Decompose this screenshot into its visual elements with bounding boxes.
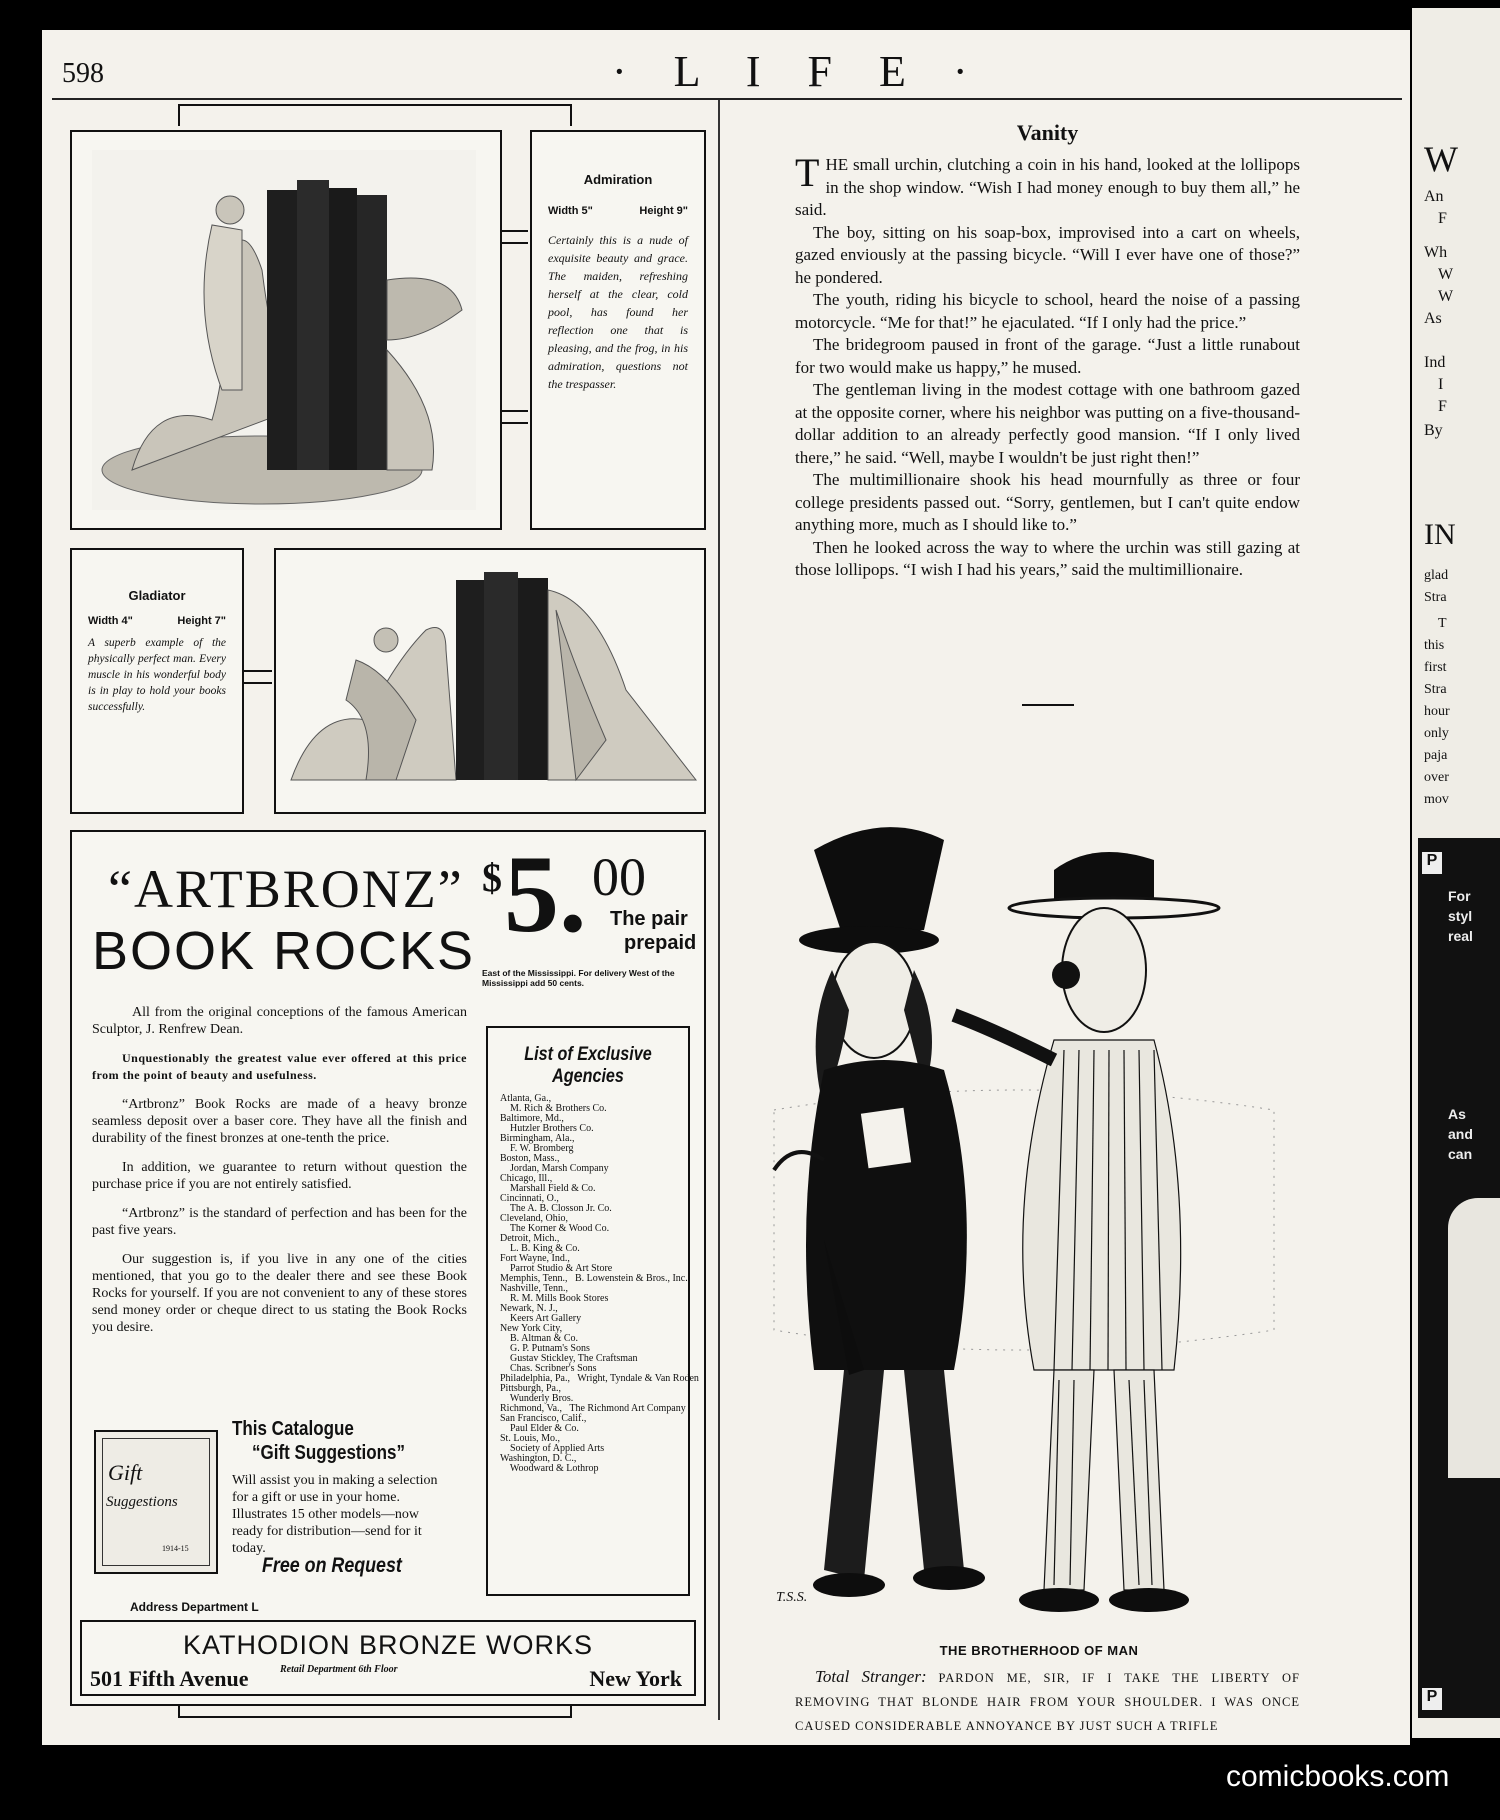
agency-entry: Chas. Scribner's Sons bbox=[500, 1363, 597, 1374]
admiration-photo-frame bbox=[70, 130, 502, 530]
agency-entry: Jordan, Marsh Company bbox=[500, 1163, 609, 1174]
agency-entry: Wunderly Bros. bbox=[500, 1393, 574, 1404]
agency-entry: G. P. Putnam's Sons bbox=[500, 1343, 590, 1354]
cartoon-caption bbox=[795, 1665, 1300, 1738]
agency-entry: M. Rich & Brothers Co. bbox=[500, 1103, 607, 1114]
fragment-text: only bbox=[1424, 726, 1449, 741]
agency-entry: Boston, Mass., bbox=[500, 1153, 560, 1164]
artist-signature: T.S.S. bbox=[776, 1590, 808, 1605]
agency-entry: San Francisco, Calif., bbox=[500, 1413, 587, 1424]
booklet-year: 1914-15 bbox=[162, 1544, 189, 1553]
fragment-text: F bbox=[1438, 398, 1447, 415]
connector bbox=[500, 230, 528, 244]
gladiator-sculpture-illustration bbox=[276, 550, 704, 812]
story-paragraph: The boy, sitting on his soap-box, improvised into a cart on wheels, gazed enviously at the passing bicycle. “Will I ever have one of those?” he pondered. bbox=[795, 222, 1300, 287]
fragment-text: As bbox=[1424, 310, 1442, 327]
fragment-text: W bbox=[1438, 266, 1454, 283]
ad-paragraph-sculptor: All from the original conceptions of the famous American Sculptor, J. Renfrew Dean. bbox=[92, 1005, 467, 1037]
fragment-text: Wh bbox=[1424, 244, 1448, 261]
price-note-pair: The pair bbox=[610, 908, 688, 930]
price-note-prepaid: prepaid bbox=[624, 932, 697, 954]
agency-entry: Detroit, Mich., bbox=[500, 1233, 560, 1244]
agency-entry: The Korner & Wood Co. bbox=[500, 1223, 610, 1234]
admiration-width: Width 5" bbox=[548, 205, 593, 217]
fragment-text: F bbox=[1438, 210, 1447, 227]
admiration-bookend-photo bbox=[92, 150, 476, 510]
fragment-text: hour bbox=[1424, 704, 1450, 719]
agency-entry: Chicago, Ill., bbox=[500, 1173, 553, 1184]
ad-paragraph-value: Unquestionably the greatest value ever offered at this price from the point of beauty and usefulness. bbox=[92, 1051, 467, 1082]
agency-entry: Nashville, Tenn., bbox=[500, 1283, 568, 1294]
price-dollar-sign: $ bbox=[482, 855, 502, 900]
agencies-box bbox=[486, 1026, 699, 1596]
agency-entry: New York City, bbox=[500, 1323, 563, 1334]
cartoon-speaker: Total Stranger: bbox=[815, 1667, 927, 1686]
admiration-height: Height 9" bbox=[639, 205, 688, 217]
fragment-text: this bbox=[1424, 638, 1445, 653]
agency-entry: Hutzler Brothers Co. bbox=[500, 1123, 594, 1134]
catalogue-cta: Free on Request bbox=[262, 1554, 402, 1577]
story-paragraph: The multimillionaire shook his head mournfully as three or four college presidents passed out. “Sorry, gentlemen, but I can't quite endow anything more, much as I should like to.” bbox=[795, 470, 1300, 534]
address-department: Address Department L bbox=[130, 1600, 259, 1614]
agency-entry: Woodward & Lothrop bbox=[500, 1463, 599, 1474]
fragment-text: By bbox=[1424, 422, 1443, 439]
agencies-subtitle: Agencies bbox=[552, 1066, 624, 1087]
agency-entry: Marshall Field & Co. bbox=[500, 1183, 596, 1194]
fragment-text: Ind bbox=[1424, 354, 1446, 371]
column-divider bbox=[718, 100, 720, 1720]
gladiator-caption-box bbox=[70, 548, 244, 814]
watermark: comicbooks.com bbox=[1226, 1760, 1450, 1793]
fragment-text: I bbox=[1438, 376, 1444, 393]
agency-entry: Richmond, Va., The Richmond Art Company bbox=[500, 1403, 686, 1414]
admiration-title: Admiration bbox=[583, 172, 653, 187]
adjacent-ad-photo bbox=[1448, 1198, 1500, 1478]
agency-entry: St. Louis, Mo., bbox=[500, 1433, 561, 1444]
cartoon-illustration bbox=[754, 810, 1286, 1640]
adjacent-page-fragment bbox=[1412, 8, 1500, 1738]
agency-entry: F. W. Bromberg bbox=[500, 1143, 574, 1154]
city: New York bbox=[589, 1666, 682, 1691]
gift-suggestions-booklet bbox=[94, 1430, 218, 1574]
agency-entry: B. Altman & Co. bbox=[500, 1333, 579, 1344]
vanity-story bbox=[795, 120, 1300, 582]
agency-entry: Paul Elder & Co. bbox=[500, 1423, 579, 1434]
catalogue-subtitle: “Gift Suggestions” bbox=[252, 1442, 405, 1464]
story-title: Vanity bbox=[1016, 120, 1079, 145]
company-address-box bbox=[80, 1620, 696, 1696]
fragment-text: For bbox=[1448, 888, 1471, 904]
booklet-title-suggestions: Suggestions bbox=[106, 1494, 178, 1510]
gladiator-title: Gladiator bbox=[128, 588, 186, 603]
page-number: 598 bbox=[62, 58, 104, 89]
price-fine-print: East of the Mississippi. For delivery West of the Mississippi add 50 cents. bbox=[482, 968, 675, 988]
fragment-text: T bbox=[1438, 616, 1447, 631]
ad-paragraph-guarantee: In addition, we guarantee to return without question the purchase price if you are not entirely satisfied. bbox=[92, 1160, 467, 1192]
agency-entry: Atlanta, Ga., bbox=[500, 1093, 552, 1104]
story-paragraph: The bridegroom paused in front of the garage. “Just a little runabout for two would make us happy,” he mused. bbox=[795, 335, 1300, 377]
agency-entry: R. M. Mills Book Stores bbox=[500, 1293, 609, 1304]
fragment-text: first bbox=[1424, 660, 1447, 675]
story-paragraph: The youth, riding his bicycle to school, heard the noise of a passing motorcycle. “Me for that!” he ejaculated. “If I only had the price.” bbox=[795, 290, 1300, 332]
brotherhood-cartoon bbox=[754, 810, 1286, 1640]
fragment-text: IN bbox=[1424, 518, 1456, 551]
story-paragraph: Then he looked across the way to where the urchin was still gazing at those lollipops. “I wish I had his years,” said the multimillionaire. bbox=[795, 537, 1300, 579]
product-name: BOOK ROCKS bbox=[92, 921, 476, 981]
cartoon-title: THE BROTHERHOOD OF MAN bbox=[939, 1643, 1139, 1658]
street-address: 501 Fifth Avenue bbox=[90, 1666, 249, 1691]
fragment-text: over bbox=[1424, 770, 1449, 785]
brand-name: “ARTBRONZ” bbox=[108, 859, 464, 919]
fragment-text: W bbox=[1424, 139, 1458, 179]
top-bracket bbox=[178, 104, 572, 126]
agency-entry: Cleveland, Ohio, bbox=[500, 1213, 569, 1224]
retail-department: Retail Department 6th Floor bbox=[280, 1664, 398, 1675]
adjacent-ad-logo: P bbox=[1422, 1688, 1442, 1710]
catalogue-title: This Catalogue bbox=[232, 1418, 354, 1440]
fragment-text: W bbox=[1438, 288, 1454, 305]
ad-paragraph-material: “Artbronz” Book Rocks are made of a heavy bronze seamless deposit over a baser core. They have all the finish and durability of the finest bronzes at one-tenth the price. bbox=[92, 1097, 467, 1146]
agency-entry: Philadelphia, Pa., Wright, Tyndale & Van Roden bbox=[500, 1373, 699, 1384]
gladiator-description: A superb example of the physically perfect man. Every muscle in his wonderful body is in play to hold your books successfully. bbox=[88, 637, 226, 713]
ad-paragraph-suggestion: Our suggestion is, if you live in any one of the cities mentioned, that you go to the dealer there and see these Book Rocks for yourself. If you are not convenient to any of these stores send money order or cheque direct to us stating the Book Rocks you desire. bbox=[92, 1252, 467, 1335]
agency-entry: Gustav Stickley, The Craftsman bbox=[500, 1353, 638, 1364]
price-dollars: 5. bbox=[504, 833, 587, 955]
fragment-text: real bbox=[1448, 928, 1473, 944]
adjacent-ad-panel bbox=[1418, 838, 1500, 1718]
fragment-text: Stra bbox=[1424, 590, 1447, 605]
admiration-description: Certainly this is a nude of exquisite beauty and grace. The maiden, refreshing herself at the clear, cold pool, has found her reflection one that is pleasing, and the frog, in his admiration, questions not the trespasser. bbox=[548, 233, 688, 391]
agency-entry: Birmingham, Ala., bbox=[500, 1133, 575, 1144]
connector bbox=[500, 410, 528, 424]
agency-entry: Keers Art Gallery bbox=[500, 1313, 582, 1324]
company-name: KATHODION BRONZE WORKS bbox=[182, 1630, 594, 1660]
agency-entry: Society of Applied Arts bbox=[500, 1443, 605, 1454]
fragment-text: and bbox=[1448, 1126, 1473, 1142]
fragment-text: paja bbox=[1424, 748, 1448, 763]
section-divider bbox=[1022, 704, 1074, 706]
agency-entry: Fort Wayne, Ind., bbox=[500, 1253, 570, 1264]
adjacent-ad-logo: P bbox=[1422, 852, 1442, 874]
agency-entry: The A. B. Closson Jr. Co. bbox=[500, 1203, 612, 1214]
agency-entry: Parrot Studio & Art Store bbox=[500, 1263, 613, 1274]
agency-entry: Cincinnati, O., bbox=[500, 1193, 559, 1204]
top-rule bbox=[52, 98, 1402, 100]
fragment-text: An bbox=[1424, 188, 1444, 205]
fragment-text: Stra bbox=[1424, 682, 1447, 697]
booklet-title-gift: Gift bbox=[108, 1460, 143, 1485]
agency-entry: Newark, N. J., bbox=[500, 1303, 558, 1314]
fragment-text: styl bbox=[1448, 908, 1473, 924]
gladiator-photo-frame bbox=[274, 548, 706, 814]
agency-list bbox=[500, 1093, 699, 1474]
admiration-caption-box bbox=[530, 130, 706, 530]
agency-entry: Baltimore, Md., bbox=[500, 1113, 564, 1124]
fragment-text: As bbox=[1448, 1106, 1466, 1122]
price-cents: 00 bbox=[592, 847, 646, 907]
agency-entry: Washington, D. C., bbox=[500, 1453, 577, 1464]
admiration-sculpture-illustration bbox=[92, 150, 476, 510]
cartoon-dialogue: PARDON ME, SIR, IF I TAKE THE LIBERTY OF REMOVING THAT BLONDE HAIR FROM YOUR SHOULDER. I WAS ONCE CAUSED CONSIDERABLE ANNOYANCE BY JUST SUCH A TRIFLE bbox=[795, 1671, 1300, 1733]
magazine-page bbox=[42, 30, 1410, 1745]
agency-entry: Pittsburgh, Pa., bbox=[500, 1383, 561, 1394]
masthead: · L I F E · bbox=[612, 47, 986, 96]
fragment-text: glad bbox=[1424, 568, 1449, 583]
ad-paragraph-standard: “Artbronz” is the standard of perfection and has been for the past five years. bbox=[92, 1206, 467, 1238]
gladiator-width: Width 4" bbox=[88, 615, 133, 627]
story-paragraph: HE small urchin, clutching a coin in his hand, looked at the lollipops in the shop window. “Wish I had money enough to buy them all,” he said. bbox=[795, 155, 1300, 219]
catalogue-text: Will assist you in making a selection for a gift or use in your home. Illustrates 15 other models—now ready for distribution—send for it today. bbox=[232, 1473, 438, 1556]
fragment-text: can bbox=[1448, 1146, 1473, 1162]
story-paragraph: The gentleman living in the modest cottage with one bathroom gazed at the opposite corner, where his neighbor was putting on a five-thousand-dollar addition to an already perfectly good mansion. “If I only lived there,” he said. “Well, maybe I wouldn't be just right then!” bbox=[795, 380, 1300, 467]
agencies-title: List of Exclusive bbox=[524, 1044, 652, 1065]
agency-entry: L. B. King & Co. bbox=[500, 1243, 580, 1254]
connector bbox=[242, 670, 272, 684]
artbronz-ad-box bbox=[70, 830, 706, 1706]
fragment-text: mov bbox=[1424, 792, 1449, 807]
agency-entry: Memphis, Tenn., B. Lowenstein & Bros., Inc. bbox=[500, 1273, 688, 1284]
story-dropcap: T bbox=[795, 150, 820, 195]
gladiator-height: Height 7" bbox=[177, 615, 226, 627]
